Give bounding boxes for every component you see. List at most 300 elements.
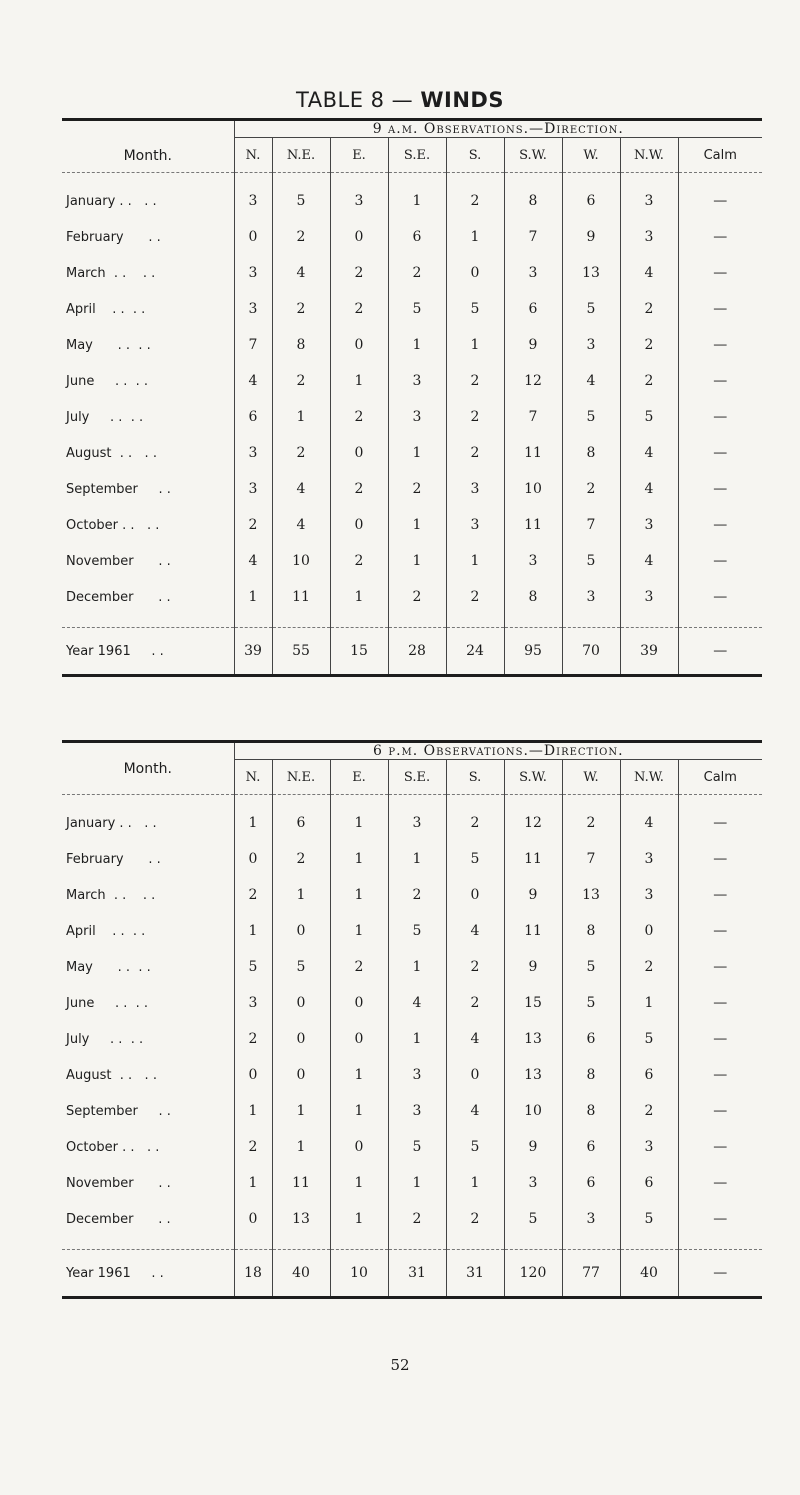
- table-row: [62, 949, 762, 985]
- observation-title: 9 a.m. Observations.—Direction.: [234, 120, 762, 138]
- value-cell: 2: [330, 255, 388, 291]
- table-row: [62, 219, 762, 255]
- value-cell: 7: [562, 841, 620, 877]
- value-cell: 2: [330, 399, 388, 435]
- value-cell: 3: [234, 471, 272, 507]
- value-cell: 1: [272, 399, 330, 435]
- month-label: September . .: [66, 481, 171, 497]
- value-cell: 0: [330, 327, 388, 363]
- value-cell: 2: [234, 877, 272, 913]
- table-row: [62, 399, 762, 435]
- dir-header: S.W.: [504, 138, 562, 173]
- month-label: August . . . .: [66, 1067, 157, 1083]
- value-cell: 0: [330, 435, 388, 471]
- value-cell: 2: [272, 435, 330, 471]
- observation-title: 6 p.m. Observations.—Direction.: [234, 742, 762, 760]
- value-cell: 2: [330, 471, 388, 507]
- value-cell: 0: [330, 1129, 388, 1165]
- value-cell: —: [678, 219, 762, 255]
- value-cell: 4: [446, 1021, 504, 1057]
- value-cell: 5: [446, 1129, 504, 1165]
- value-cell: 2: [446, 399, 504, 435]
- year-value-cell: 24: [446, 628, 504, 676]
- value-cell: 4: [272, 255, 330, 291]
- table-row: [62, 805, 762, 841]
- value-cell: —: [678, 1057, 762, 1093]
- value-cell: 3: [620, 219, 678, 255]
- value-cell: 3: [234, 183, 272, 219]
- year-value-cell: 120: [504, 1250, 562, 1298]
- table-body: [62, 795, 762, 1298]
- month-header: Month.: [62, 742, 234, 795]
- value-cell: 1: [330, 1201, 388, 1237]
- value-cell: 2: [446, 363, 504, 399]
- value-cell: 9: [504, 877, 562, 913]
- value-cell: 12: [504, 805, 562, 841]
- value-cell: 1: [446, 327, 504, 363]
- value-cell: 6: [234, 399, 272, 435]
- value-cell: —: [678, 1021, 762, 1057]
- value-cell: 1: [330, 1165, 388, 1201]
- value-cell: 1: [272, 1093, 330, 1129]
- dir-header: N.E.: [272, 138, 330, 173]
- value-cell: 10: [272, 543, 330, 579]
- year-value-cell: 77: [562, 1250, 620, 1298]
- title-bold: WINDS: [420, 88, 504, 112]
- value-cell: 3: [562, 327, 620, 363]
- value-cell: 13: [562, 255, 620, 291]
- value-cell: 1: [272, 877, 330, 913]
- page-title: [0, 88, 800, 112]
- value-cell: 1: [330, 913, 388, 949]
- value-cell: 8: [562, 1057, 620, 1093]
- dir-header: Calm: [678, 138, 762, 173]
- value-cell: 0: [234, 219, 272, 255]
- value-cell: 2: [562, 471, 620, 507]
- value-cell: 3: [330, 183, 388, 219]
- dir-header: S.: [446, 760, 504, 795]
- year-value-cell: 55: [272, 628, 330, 676]
- year-value-cell: 40: [620, 1250, 678, 1298]
- value-cell: 4: [388, 985, 446, 1021]
- value-cell: —: [678, 255, 762, 291]
- value-cell: 5: [388, 291, 446, 327]
- value-cell: 6: [620, 1165, 678, 1201]
- year-value-cell: 70: [562, 628, 620, 676]
- table-row: [62, 471, 762, 507]
- value-cell: 4: [234, 543, 272, 579]
- table-row: [62, 507, 762, 543]
- value-cell: —: [678, 507, 762, 543]
- value-cell: 2: [388, 579, 446, 615]
- value-cell: 3: [388, 399, 446, 435]
- value-cell: —: [678, 291, 762, 327]
- value-cell: 4: [620, 435, 678, 471]
- value-cell: 8: [562, 435, 620, 471]
- value-cell: 11: [272, 1165, 330, 1201]
- value-cell: —: [678, 985, 762, 1021]
- value-cell: 0: [330, 1021, 388, 1057]
- value-cell: 0: [272, 913, 330, 949]
- value-cell: —: [678, 1201, 762, 1237]
- value-cell: 1: [388, 507, 446, 543]
- month-label: May . . . .: [66, 337, 151, 353]
- dir-header: S.E.: [388, 760, 446, 795]
- value-cell: 0: [234, 1201, 272, 1237]
- value-cell: 1: [234, 1165, 272, 1201]
- year-value-cell: 10: [330, 1250, 388, 1298]
- year-total-row: [62, 628, 762, 676]
- value-cell: —: [678, 327, 762, 363]
- value-cell: 8: [562, 1093, 620, 1129]
- month-label: January . . . .: [66, 815, 157, 831]
- month-label: March . . . .: [66, 887, 156, 903]
- value-cell: 8: [504, 183, 562, 219]
- value-cell: 5: [620, 1201, 678, 1237]
- value-cell: 5: [272, 183, 330, 219]
- value-cell: 2: [234, 1129, 272, 1165]
- value-cell: 3: [234, 435, 272, 471]
- value-cell: 9: [504, 1129, 562, 1165]
- value-cell: 2: [446, 579, 504, 615]
- table-row: [62, 579, 762, 615]
- table-row: [62, 1201, 762, 1237]
- value-cell: 2: [620, 363, 678, 399]
- value-cell: 0: [330, 219, 388, 255]
- value-cell: —: [678, 805, 762, 841]
- value-cell: 5: [388, 913, 446, 949]
- value-cell: 1: [388, 435, 446, 471]
- value-cell: 1: [388, 1021, 446, 1057]
- month-label: October . . . .: [66, 1139, 160, 1155]
- value-cell: 3: [620, 1129, 678, 1165]
- value-cell: 2: [388, 255, 446, 291]
- table-row: [62, 985, 762, 1021]
- value-cell: 0: [446, 255, 504, 291]
- table-row: [62, 1057, 762, 1093]
- value-cell: 7: [504, 219, 562, 255]
- value-cell: 6: [620, 1057, 678, 1093]
- value-cell: 1: [330, 579, 388, 615]
- value-cell: 1: [330, 363, 388, 399]
- value-cell: 3: [620, 579, 678, 615]
- value-cell: 4: [620, 471, 678, 507]
- value-cell: 6: [562, 183, 620, 219]
- value-cell: 5: [234, 949, 272, 985]
- value-cell: 12: [504, 363, 562, 399]
- separator-row: [62, 1237, 762, 1250]
- value-cell: 2: [446, 183, 504, 219]
- value-cell: 4: [272, 471, 330, 507]
- value-cell: 9: [504, 949, 562, 985]
- value-cell: 13: [504, 1057, 562, 1093]
- value-cell: 4: [446, 913, 504, 949]
- table-row: [62, 877, 762, 913]
- value-cell: 2: [330, 949, 388, 985]
- value-cell: 2: [620, 949, 678, 985]
- value-cell: 10: [504, 1093, 562, 1129]
- value-cell: 7: [504, 399, 562, 435]
- month-label: February . .: [66, 851, 161, 867]
- year-label: Year 1961 . .: [66, 643, 164, 659]
- value-cell: 3: [562, 579, 620, 615]
- month-label: November . .: [66, 1175, 171, 1191]
- dir-header: E.: [330, 138, 388, 173]
- month-label: May . . . .: [66, 959, 151, 975]
- value-cell: 2: [272, 219, 330, 255]
- value-cell: 4: [446, 1093, 504, 1129]
- table-row: [62, 183, 762, 219]
- value-cell: 0: [234, 1057, 272, 1093]
- table-row: [62, 1093, 762, 1129]
- value-cell: 5: [562, 399, 620, 435]
- month-label: November . .: [66, 553, 171, 569]
- value-cell: 1: [620, 985, 678, 1021]
- value-cell: 3: [446, 507, 504, 543]
- spacer-row: [62, 795, 762, 806]
- value-cell: 1: [330, 1093, 388, 1129]
- value-cell: 9: [562, 219, 620, 255]
- value-cell: 6: [272, 805, 330, 841]
- value-cell: —: [678, 471, 762, 507]
- value-cell: —: [678, 1093, 762, 1129]
- value-cell: 2: [330, 291, 388, 327]
- table-body: [62, 173, 762, 676]
- table-row: [62, 327, 762, 363]
- table-row: [62, 435, 762, 471]
- value-cell: 6: [562, 1021, 620, 1057]
- value-cell: 5: [272, 949, 330, 985]
- table-row: [62, 291, 762, 327]
- value-cell: —: [678, 913, 762, 949]
- value-cell: 10: [504, 471, 562, 507]
- month-label: April . . . .: [66, 301, 146, 317]
- page-number: 52: [390, 1356, 410, 1374]
- value-cell: 1: [446, 219, 504, 255]
- table-row: [62, 543, 762, 579]
- year-value-cell: 15: [330, 628, 388, 676]
- value-cell: 3: [620, 507, 678, 543]
- value-cell: —: [678, 435, 762, 471]
- value-cell: 2: [446, 435, 504, 471]
- value-cell: 2: [234, 507, 272, 543]
- value-cell: 1: [446, 543, 504, 579]
- value-cell: 3: [234, 291, 272, 327]
- value-cell: 3: [504, 1165, 562, 1201]
- value-cell: 3: [562, 1201, 620, 1237]
- value-cell: 5: [562, 291, 620, 327]
- value-cell: —: [678, 399, 762, 435]
- value-cell: 1: [272, 1129, 330, 1165]
- value-cell: 2: [388, 877, 446, 913]
- value-cell: 4: [620, 543, 678, 579]
- month-label: September . .: [66, 1103, 171, 1119]
- value-cell: 2: [272, 841, 330, 877]
- value-cell: 2: [330, 543, 388, 579]
- value-cell: 0: [272, 1057, 330, 1093]
- month-label: December . .: [66, 1211, 171, 1227]
- value-cell: 9: [504, 327, 562, 363]
- value-cell: 5: [562, 985, 620, 1021]
- value-cell: 5: [446, 841, 504, 877]
- month-label: August . . . .: [66, 445, 157, 461]
- dir-header: S.W.: [504, 760, 562, 795]
- value-cell: 2: [388, 1201, 446, 1237]
- title-prefix: TABLE 8 —: [296, 88, 421, 112]
- table-row: [62, 1021, 762, 1057]
- dir-header: N.W.: [620, 760, 678, 795]
- value-cell: 3: [504, 255, 562, 291]
- value-cell: 2: [446, 805, 504, 841]
- value-cell: 11: [504, 435, 562, 471]
- value-cell: 3: [234, 255, 272, 291]
- spacer-row: [62, 173, 762, 184]
- value-cell: 13: [504, 1021, 562, 1057]
- value-cell: 2: [620, 1093, 678, 1129]
- dir-header: W.: [562, 760, 620, 795]
- value-cell: 13: [272, 1201, 330, 1237]
- value-cell: 2: [620, 327, 678, 363]
- value-cell: 2: [562, 805, 620, 841]
- value-cell: 5: [562, 949, 620, 985]
- value-cell: 4: [272, 507, 330, 543]
- year-value-cell: 31: [388, 1250, 446, 1298]
- value-cell: —: [678, 841, 762, 877]
- year-value-cell: 31: [446, 1250, 504, 1298]
- value-cell: 3: [388, 363, 446, 399]
- value-cell: 7: [234, 327, 272, 363]
- month-label: April . . . .: [66, 923, 146, 939]
- value-cell: 5: [388, 1129, 446, 1165]
- month-label: June . . . .: [66, 373, 149, 389]
- table-6pm: [62, 740, 762, 1299]
- table-row: [62, 1129, 762, 1165]
- value-cell: —: [678, 877, 762, 913]
- value-cell: 3: [388, 1057, 446, 1093]
- value-cell: 5: [620, 399, 678, 435]
- year-total-row: [62, 1250, 762, 1298]
- value-cell: —: [678, 363, 762, 399]
- year-value-cell: 95: [504, 628, 562, 676]
- year-value-cell: —: [678, 1250, 762, 1298]
- value-cell: 1: [330, 805, 388, 841]
- value-cell: 0: [272, 985, 330, 1021]
- value-cell: 3: [620, 183, 678, 219]
- value-cell: 0: [446, 877, 504, 913]
- month-label: July . . . .: [66, 409, 144, 425]
- table-row: [62, 363, 762, 399]
- value-cell: 3: [388, 805, 446, 841]
- month-label: October . . . .: [66, 517, 160, 533]
- value-cell: 11: [504, 507, 562, 543]
- value-cell: 0: [446, 1057, 504, 1093]
- value-cell: 3: [620, 877, 678, 913]
- value-cell: 1: [446, 1165, 504, 1201]
- value-cell: 2: [272, 363, 330, 399]
- year-value-cell: 18: [234, 1250, 272, 1298]
- year-value-cell: —: [678, 628, 762, 676]
- value-cell: 1: [234, 579, 272, 615]
- dir-header: S.E.: [388, 138, 446, 173]
- value-cell: 3: [504, 543, 562, 579]
- value-cell: 1: [234, 913, 272, 949]
- value-cell: —: [678, 183, 762, 219]
- value-cell: 2: [446, 949, 504, 985]
- value-cell: —: [678, 579, 762, 615]
- value-cell: 5: [446, 291, 504, 327]
- value-cell: 1: [234, 1093, 272, 1129]
- value-cell: 0: [234, 841, 272, 877]
- value-cell: 0: [330, 985, 388, 1021]
- year-value-cell: 28: [388, 628, 446, 676]
- value-cell: 2: [446, 985, 504, 1021]
- value-cell: 0: [620, 913, 678, 949]
- value-cell: 5: [562, 543, 620, 579]
- value-cell: 8: [504, 579, 562, 615]
- value-cell: —: [678, 1165, 762, 1201]
- value-cell: 1: [330, 841, 388, 877]
- value-cell: 15: [504, 985, 562, 1021]
- value-cell: 3: [620, 841, 678, 877]
- year-value-cell: 39: [234, 628, 272, 676]
- value-cell: 4: [620, 805, 678, 841]
- dir-header: N.: [234, 760, 272, 795]
- value-cell: 0: [272, 1021, 330, 1057]
- dir-header: S.: [446, 138, 504, 173]
- value-cell: —: [678, 949, 762, 985]
- value-cell: —: [678, 1129, 762, 1165]
- value-cell: 6: [388, 219, 446, 255]
- value-cell: 1: [330, 1057, 388, 1093]
- value-cell: 1: [388, 543, 446, 579]
- value-cell: 7: [562, 507, 620, 543]
- value-cell: 1: [388, 949, 446, 985]
- table-row: [62, 841, 762, 877]
- value-cell: 4: [234, 363, 272, 399]
- value-cell: 8: [562, 913, 620, 949]
- value-cell: —: [678, 543, 762, 579]
- value-cell: 4: [562, 363, 620, 399]
- value-cell: 1: [330, 877, 388, 913]
- month-label: February . .: [66, 229, 161, 245]
- month-label: January . . . .: [66, 193, 157, 209]
- year-label: Year 1961 . .: [66, 1265, 164, 1281]
- value-cell: 3: [388, 1093, 446, 1129]
- value-cell: 0: [330, 507, 388, 543]
- table-9am: [62, 118, 762, 677]
- value-cell: 6: [562, 1165, 620, 1201]
- value-cell: 5: [504, 1201, 562, 1237]
- table-row: [62, 255, 762, 291]
- value-cell: 11: [504, 841, 562, 877]
- dir-header: W.: [562, 138, 620, 173]
- separator-row: [62, 615, 762, 628]
- month-label: December . .: [66, 589, 171, 605]
- value-cell: 1: [388, 327, 446, 363]
- month-label: March . . . .: [66, 265, 156, 281]
- value-cell: 11: [504, 913, 562, 949]
- value-cell: 4: [620, 255, 678, 291]
- dir-header: E.: [330, 760, 388, 795]
- month-header: Month.: [62, 120, 234, 173]
- value-cell: 1: [388, 183, 446, 219]
- value-cell: 1: [234, 805, 272, 841]
- dir-header: N.: [234, 138, 272, 173]
- value-cell: 1: [388, 1165, 446, 1201]
- value-cell: 11: [272, 579, 330, 615]
- value-cell: 2: [446, 1201, 504, 1237]
- value-cell: 2: [388, 471, 446, 507]
